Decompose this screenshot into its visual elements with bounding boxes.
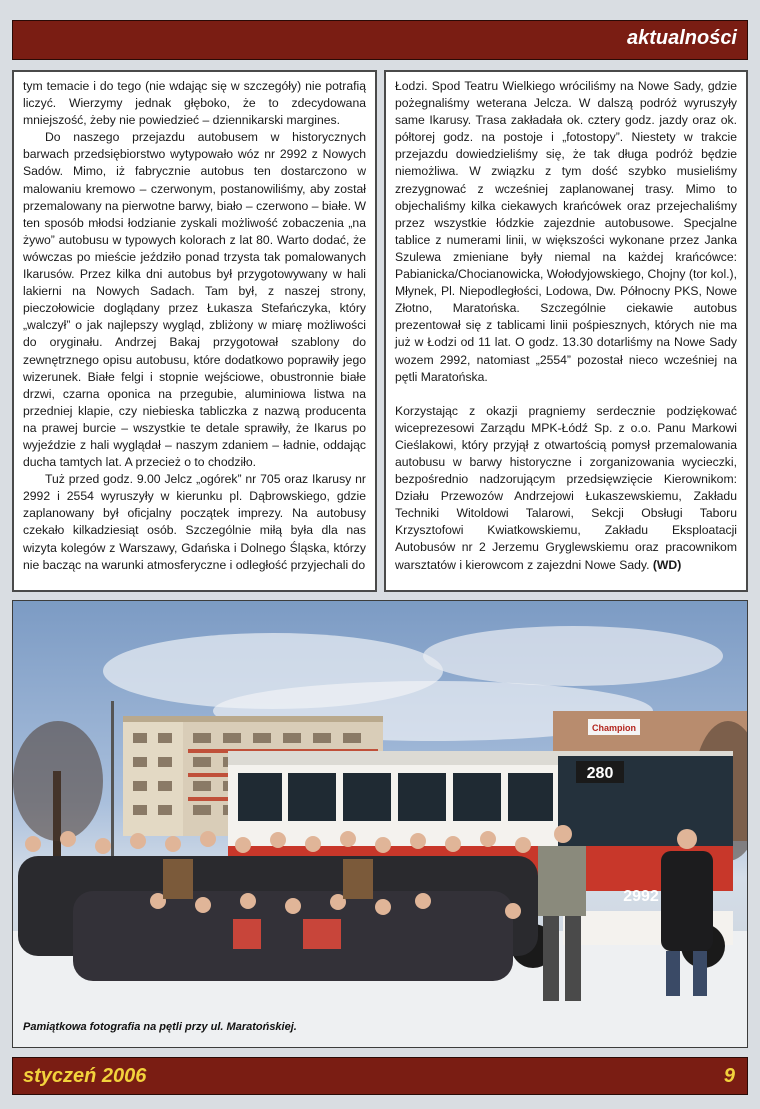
- article-paragraph: Do naszego przejazdu autobusem w historycznych barwach przedsiębiorstwo wytypowało wóz nr 2992 z Nowych Sadów. Mimo, iż fabrycznie autobus ten dostarczono w malowaniu kremowo – czerwonym, postanowiliśmy, aby został przemalowany na pierwotne barwy, biało – czerwono – białe. W ten sposób młodsi łodzianie zyskali możliwość zobaczenia „na żywo” autobusu w typowych kolorach z lat 80. Warto dodać, że wówczas po mieście jeździło ponad trzysta tak pomalowanych Ikarusów. Przez kilka dni autobus był przygotowywany w hali lakierni na Nowych Sadach. Tam był, z naszej strony, pieczołowicie doglądany przez Łukasza Stefańczyka, który „walczył” o jak najlepszy wygląd, zbliżony w miarę możliwości do oryginału. Andrzej Bakaj przygotował szablony do zewnętrznego opisu autobusu, które dodatkowo poprawiły jego wizerunek. Białe felgi i stopnie wejściowe, obustronnie białe drzwi, czarna oponica na przegubie, aluminiowa listwa na przedniej klapie, czy niebieska tabliczka z nazwą producenta na prawej burcie – wszystkie te detale sprawiły, że Ikarus po wyjeździe z hali wyglądał – naszym zdaniem – ładnie, oddając ducha tamtych lat. A przecież o to chodziło.: [23, 130, 366, 470]
- shop-sign: Champion: [592, 723, 636, 733]
- group-photo: [12, 600, 748, 1048]
- section-title: aktualności: [626, 27, 737, 49]
- article-paragraph-text: Korzystając z okazji pragniemy serdecznie podziękować wiceprezesowi Zarządu MPK-Łódź Sp. z o.o. Panu Markowi Cieślakowi, który przyjął z otwartością pomysł przemalowania autobusu w barwy historyczne i zorganizowania wycieczki, bezpośrednio nadzorującym przedsięwzięcie Kierownikom: Działu Przewozów Andrzejowi Łukaszewskiemu, Zakładu Techniki Witoldowi Talarowi, Sekcji Obsługi Taboru Krzysztofowi Kwiatkowskiemu, Zakładu Eksploatacji Autobusów nr 2 Jerzemu Gryglewskiemu oraz pracownikom warsztatów i kierowcom z zajezdni Nowe Sady.: [395, 403, 737, 572]
- bus-fleet-number: 2992: [623, 888, 659, 905]
- article-column-right: [384, 70, 748, 592]
- article-paragraph: [395, 403, 737, 574]
- bus-route-sign: 280: [586, 765, 614, 782]
- photo-caption: Pamiątkowa fotografia na pętli przy ul. Maratońskiej.: [23, 1021, 297, 1033]
- issue-date: styczeń 2006: [23, 1065, 147, 1087]
- author-signature: (WD): [652, 557, 682, 572]
- article-column-left: [12, 70, 377, 592]
- header-bar: [12, 20, 748, 60]
- article-paragraph: Tuż przed godz. 9.00 Jelcz „ogórek” nr 705 oraz Ikarusy nr 2992 i 2554 wyruszyły w kierunku pl. Dąbrowskiego, gdzie zaplanowany był oficjalny początek imprezy. Na autobusy czekało kilkadziesiąt osób. Szczególnie miłą była dla nas wizyta kolegów z Warszawy, Gdańska i Dolnego Śląska, którzy nie bacząc na warunki atmosferyczne i odległość przyjechali do: [23, 472, 366, 572]
- photo-illustration: [13, 601, 748, 1048]
- article-paragraph: tym temacie i do tego (nie wdając się w szczegóły) nie potrafią liczyć. Wierzymy jednak głęboko, że to zdecydowana mniejszość, żeby nie powiedzieć – dziennikarski margines.: [23, 79, 366, 128]
- cloud: [423, 626, 723, 686]
- article-paragraph: Łodzi. Spod Teatru Wielkiego wróciliśmy na Nowe Sady, gdzie pożegnaliśmy weterana Jelcza. W dalszą podróż wyruszyły same Ikarusy. Trasa zakładała ok. cztery godz. jazdy oraz ok. półtorej godz. na postoje i „fotostopy”. Niestety w trakcie przejazdu dowiedzieliśmy się, że tak długa podróż będzie niemożliwa. W związku z tym dość szybko musieliśmy zrezygnować z wcześniej zaplanowanej trasy. Mimo to objechaliśmy kilka ciekawych krańcówek oraz przejechaliśmy przez wszystkie łódzkie zajezdnie autobusowe. Specjalne tablice z numerami linii, w większości wykonane przez Janka Szulewa zmieniane były niemal na każdej krańcówce: Pabianicka/Chocianowicka, Wołodyjowskiego, Chojny (tor kol.), Młynek, Pl. Niepodległości, Lodowa, Dw. Północny PKS, Nowe Złotno, Maratońska. Szczególnie ciekawie autobus prezentował się z tablicami linii pośpiesznych, których nie ma już w Łodzi od 11 lat. O godz. 13.30 dotarliśmy na Nowe Sady wozem 2992, natomiast „2554” pozostał nieco wcześniej na pętli Maratońska.: [395, 79, 737, 384]
- footer-bar: [12, 1057, 748, 1095]
- page-number: 9: [723, 1065, 735, 1087]
